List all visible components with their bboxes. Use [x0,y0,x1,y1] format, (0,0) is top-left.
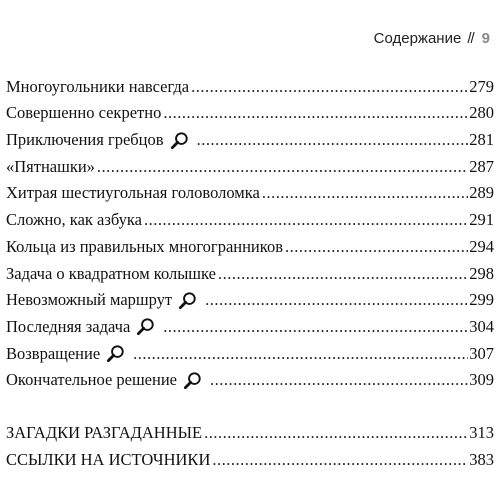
toc-entry-title: Кольца из правильных многогранников [6,236,283,256]
toc-entry-polygons-forever[interactable] [6,70,494,97]
toc-entry-page: 307 [469,343,494,363]
toc-entry-page: 291 [469,210,494,230]
toc-entry-title: Совершенно секретно [6,103,162,123]
dot-leader [205,290,468,310]
page-number: 9 [481,30,490,47]
toc-entry-page: 287 [469,156,494,176]
toc-entry-title: Сложно, как азбука [6,210,142,230]
toc-entry-title: ССЫЛКИ НА ИСТОЧНИКИ [6,449,211,469]
dot-leader [197,130,469,150]
toc-entry-final-solution[interactable] [6,364,494,391]
dot-leader [204,423,468,443]
toc-entry-puzzles-solved[interactable] [6,416,494,443]
magnifier-icon [106,344,125,364]
toc-entry-page: 279 [469,76,494,96]
toc-entry-fifteen-puzzle[interactable] [6,150,494,177]
magnifier-icon [183,370,202,390]
toc-entry-title: ЗАГАДКИ РАЗГАДАННЫЕ [6,422,203,442]
toc-entry-page: 309 [469,370,494,390]
toc-entry-title: Окончательное решение [6,370,177,390]
toc-entry-title: Хитрая шестиугольная головоломка [6,183,260,203]
toc-entry-top-secret[interactable] [6,97,494,124]
running-header [374,30,490,47]
toc-entry-return[interactable] [6,337,494,364]
toc-entry-title: Возвращение [6,343,101,363]
toc-entry-title: Невозможный маршрут [6,290,173,310]
toc-entry-page: 298 [469,263,494,283]
toc-entry-rowers-adventures[interactable] [6,123,494,150]
dot-leader [191,77,468,97]
dot-leader [97,157,468,177]
toc-entry-page: 280 [469,103,494,123]
dot-leader [144,210,468,230]
table-of-contents [6,70,494,470]
dot-leader [210,370,468,390]
section-spacer [6,390,494,416]
toc-entry-title: Последняя задача [6,316,131,336]
magnifier-icon [136,317,155,337]
toc-entry-last-problem[interactable] [6,310,494,337]
toc-entry-title: «Пятнашки» [6,156,95,176]
dot-leader [262,183,468,203]
header-separator: // [467,30,474,47]
toc-entry-references[interactable] [6,443,494,470]
toc-entry-title: Задача о квадратном колышке [6,263,216,283]
toc-entry-hexagonal-puzzle[interactable] [6,177,494,204]
toc-entry-hard-as-abc[interactable] [6,203,494,230]
toc-entry-polyhedra-rings[interactable] [6,230,494,257]
toc-entry-impossible-route[interactable] [6,284,494,311]
section-title: Содержание [373,30,462,47]
magnifier-icon [178,290,197,310]
dot-leader [133,344,468,364]
toc-entry-square-peg[interactable] [6,257,494,284]
dot-leader [163,317,468,337]
magnifier-icon [170,130,189,150]
toc-entry-page: 294 [469,236,494,256]
toc-entry-page: 313 [469,422,494,442]
toc-entry-title: Приключения гребцов [6,130,164,150]
dot-leader [163,103,468,123]
dot-leader [285,237,468,257]
toc-entry-page: 281 [469,130,494,150]
toc-entry-page: 304 [469,316,494,336]
toc-entry-page: 289 [469,183,494,203]
toc-entry-page: 383 [469,449,494,469]
toc-entry-title: Многоугольники навсегда [6,76,190,96]
toc-entry-page: 299 [469,290,494,310]
dot-leader [218,264,468,284]
dot-leader [212,450,468,470]
